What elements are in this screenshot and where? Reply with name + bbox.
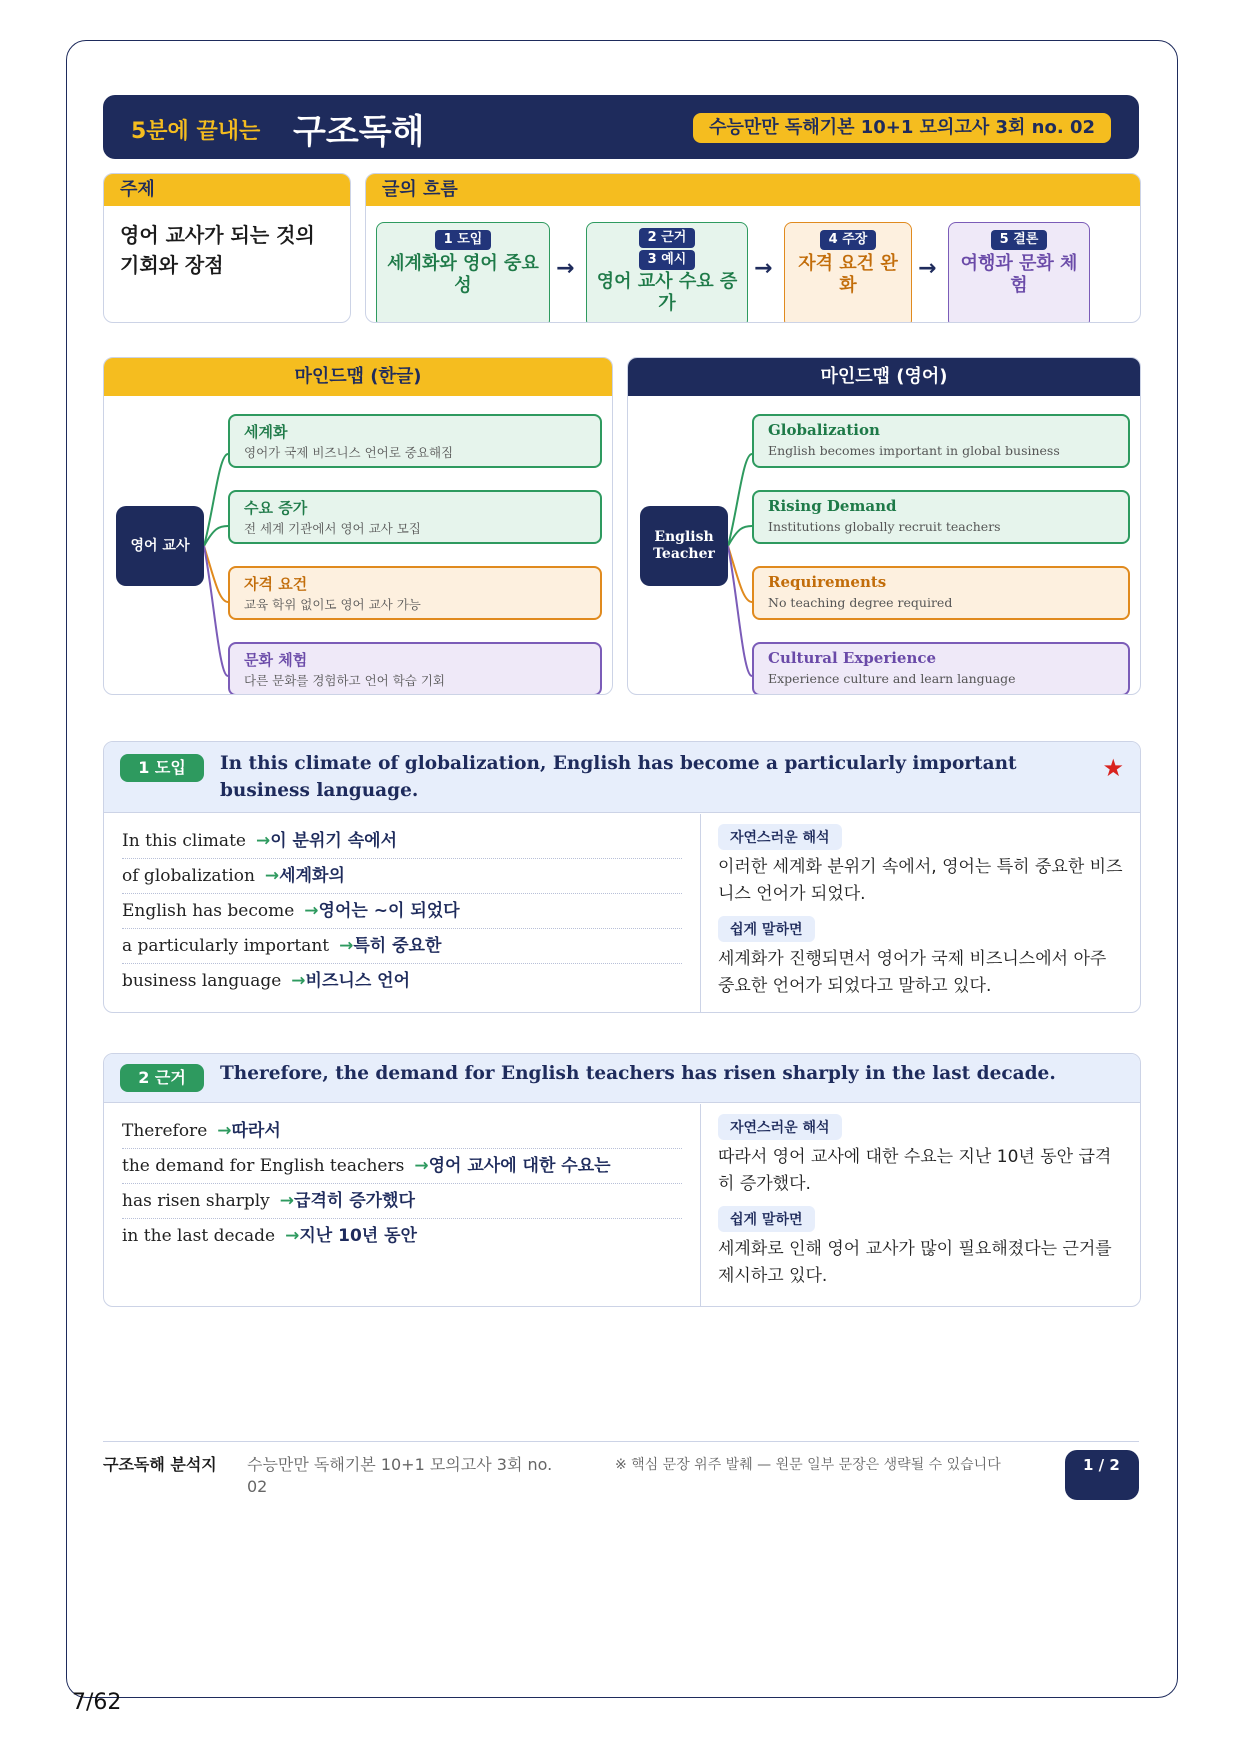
header-title: 구조독해: [293, 112, 425, 152]
chunk-ko: 이 분위기 속에서: [270, 831, 398, 851]
flow-step-badge: 3 예시: [639, 250, 696, 270]
arrow-icon: →: [285, 1226, 300, 1246]
mindmap-node-title: Globalization: [768, 421, 880, 439]
chunk-ko: 영어 교사에 대한 수요는: [428, 1156, 611, 1176]
chunk-en: Therefore: [122, 1121, 208, 1141]
flow-box: [365, 173, 1141, 323]
mindmap-node: [752, 642, 1130, 695]
flow-arrow: →: [556, 256, 575, 281]
sentence-section-1: [103, 741, 1141, 1013]
mindmap-node: [228, 642, 602, 695]
chunk-en: In this climate: [122, 831, 246, 851]
footer-source: 수능만만 독해기본 10+1 모의고사 3회 no. 02: [247, 1455, 553, 1496]
chunk-ko: 세계화의: [279, 866, 345, 886]
mindmap-node: [752, 566, 1130, 620]
flow-step-badge: 1 도입: [435, 230, 492, 250]
mindmap-korean-title: 마인드맵 (한글): [104, 358, 612, 396]
mindmap-node: [228, 490, 602, 544]
footer-doc-name: 구조독해 분석지: [103, 1455, 217, 1474]
flow-step-text: 영어 교사 수요 증가: [596, 271, 738, 314]
mindmap-center: 영어 교사: [116, 506, 204, 586]
chunk-list: [104, 814, 701, 1013]
chunk-en: the demand for English teachers: [122, 1156, 405, 1176]
mindmap-korean: [103, 357, 613, 695]
mindmap-node: [752, 490, 1130, 544]
mindmap-node: [752, 414, 1130, 468]
flow-arrow: →: [754, 256, 773, 281]
sentence-badge: 1 도입: [120, 754, 204, 782]
natural-text: 이러한 세계화 분위기 속에서, 영어는 특히 중요한 비즈니스 언어가 되었다.: [718, 857, 1123, 904]
mindmap-node: [228, 566, 602, 620]
flow-step-text: 세계화와 영어 중요성: [387, 253, 539, 296]
arrow-icon: →: [304, 901, 319, 921]
flow-step-text: 여행과 문화 체험: [960, 253, 1078, 296]
easy-label: 쉽게 말하면: [718, 1206, 815, 1232]
mindmap-node-desc: No teaching degree required: [768, 595, 953, 610]
mindmap-node-title: 세계화: [244, 423, 288, 441]
chunk-row: [122, 824, 682, 859]
natural-text: 따라서 영어 교사에 대한 수요는 지난 10년 동안 급격히 증가했다.: [718, 1147, 1112, 1194]
flow-label: 글의 흐름: [366, 174, 1140, 206]
arrow-icon: →: [217, 1121, 232, 1141]
sentence-section-2: [103, 1053, 1141, 1307]
chunk-en: in the last decade: [122, 1226, 276, 1246]
arrow-icon: →: [264, 866, 280, 886]
mindmap-node-desc: 다른 문화를 경험하고 언어 학습 기회: [244, 673, 445, 688]
chunk-en: English has become: [122, 901, 295, 921]
mindmap-node-title: Cultural Experience: [768, 649, 937, 667]
chunk-row: [122, 929, 682, 964]
topic-label: 주제: [104, 174, 350, 206]
chunk-list: [104, 1104, 701, 1307]
chunk-row: [122, 964, 682, 998]
topic-text: 영어 교사가 되는 것의 기회와 장점: [120, 223, 315, 277]
mindmap-node-title: 수요 증가: [244, 499, 308, 517]
arrow-icon: →: [279, 1191, 295, 1211]
page-frame: [66, 40, 1178, 1698]
chunk-row: [122, 859, 682, 894]
flow-step-2: [586, 222, 748, 323]
mindmap-node-title: Requirements: [768, 573, 887, 591]
mindmap-node-desc: Institutions globally recruit teachers: [768, 519, 1001, 534]
sentence-text: In this climate of globalization, English has become a particularly important business language.: [220, 753, 1017, 801]
arrow-icon: →: [339, 936, 354, 956]
header-subtitle: 5분에 끝내는: [131, 119, 261, 144]
chunk-en: a particularly important: [122, 936, 330, 956]
chunk-en: has risen sharply: [122, 1191, 270, 1211]
chunk-en: of globalization: [122, 866, 255, 886]
easy-text: 세계화가 진행되면서 영어가 국제 비즈니스에서 아주 중요한 언어가 되었다고 말하고 있다.: [718, 949, 1107, 996]
chunk-row: [122, 1219, 682, 1253]
chunk-ko: 급격히 증가했다: [294, 1191, 415, 1211]
chunk-ko: 지난 10년 동안: [299, 1226, 417, 1246]
mindmap-node-desc: 교육 학위 없이도 영어 교사 가능: [244, 597, 421, 612]
mindmap-node-title: 자격 요건: [244, 575, 308, 593]
sentence-header: [104, 742, 1140, 813]
mindmap-node-desc: 전 세계 기관에서 영어 교사 모집: [244, 521, 421, 536]
document-page-number: 7/62: [72, 1690, 122, 1715]
chunk-ko: 비즈니스 언어: [305, 971, 410, 991]
flow-step-text: 자격 요건 완화: [798, 253, 898, 296]
flow-step-badge: 5 결론: [991, 230, 1048, 250]
mindmap-center: English Teacher: [640, 506, 728, 586]
sentence-badge: 2 근거: [120, 1064, 204, 1092]
page-footer: [103, 1441, 1139, 1496]
header-banner: [103, 95, 1139, 159]
mindmap-english: [627, 357, 1141, 695]
source-tag: 수능만만 독해기본 10+1 모의고사 3회 no. 02: [693, 113, 1111, 143]
chunk-row: [122, 1114, 682, 1149]
footer-note: ※ 핵심 문장 위주 발췌 — 원문 일부 문장은 생략될 수 있습니다: [615, 1457, 1001, 1473]
flow-step-badge: 4 주장: [820, 230, 877, 250]
topic-box: [103, 173, 351, 323]
interpretation: [718, 1114, 1124, 1298]
chunk-ko: 따라서: [231, 1121, 281, 1141]
easy-label: 쉽게 말하면: [718, 916, 815, 942]
chunk-ko: 특히 중요한: [353, 936, 442, 956]
mindmap-node-title: 문화 체험: [244, 651, 308, 669]
easy-text: 세계화로 인해 영어 교사가 많이 필요해졌다는 근거를 제시하고 있다.: [718, 1239, 1112, 1286]
chunk-row: [122, 1149, 682, 1184]
flow-arrow: →: [918, 256, 937, 281]
interpretation: [718, 824, 1124, 1008]
mindmap-english-title: 마인드맵 (영어): [628, 358, 1140, 396]
arrow-icon: →: [255, 831, 271, 851]
footer-page-badge: 1 / 2: [1065, 1450, 1139, 1500]
flow-step-4: [948, 222, 1090, 323]
mindmap-node-desc: Experience culture and learn language: [768, 671, 1016, 686]
arrow-icon: →: [414, 1156, 429, 1176]
sentence-text: Therefore, the demand for English teachers has risen sharply in the last decade.: [220, 1063, 1056, 1084]
arrow-icon: →: [291, 971, 306, 991]
flow-step-3: [784, 222, 912, 323]
natural-label: 자연스러운 해석: [718, 824, 842, 850]
mindmap-node-desc: 영어가 국제 비즈니스 언어로 중요해짐: [244, 445, 454, 460]
sentence-header: [104, 1054, 1140, 1103]
chunk-en: business language: [122, 971, 282, 991]
chunk-ko: 영어는 ~이 되었다: [318, 901, 460, 921]
mindmap-node: [228, 414, 602, 468]
chunk-row: [122, 894, 682, 929]
star-icon: ★: [1102, 754, 1124, 782]
chunk-row: [122, 1184, 682, 1219]
flow-step-1: [376, 222, 550, 323]
mindmap-node-desc: English becomes important in global business: [768, 443, 1060, 458]
natural-label: 자연스러운 해석: [718, 1114, 842, 1140]
flow-step-badge: 2 근거: [639, 228, 696, 248]
mindmap-node-title: Rising Demand: [768, 497, 897, 515]
